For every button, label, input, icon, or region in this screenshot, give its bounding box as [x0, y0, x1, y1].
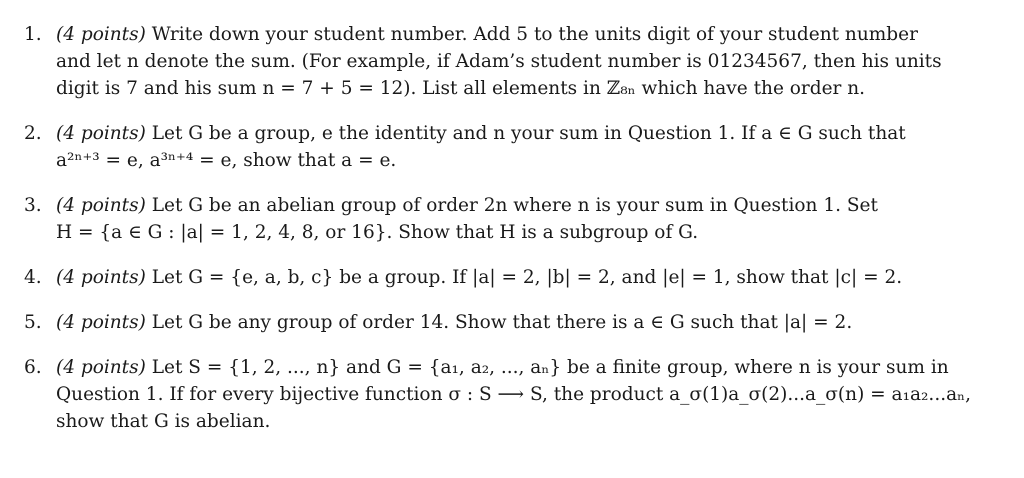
problem-line: show that G is abelian. — [56, 411, 271, 432]
problem-number: 2. — [24, 123, 42, 144]
points-label: (4 points) — [56, 357, 146, 378]
problem-text: Let G be any group of order 14. Show that there is a ∈ G such that |a| = 2. — [151, 312, 853, 333]
points-label: (4 points) — [56, 195, 146, 216]
problem-line — [56, 309, 984, 336]
problem-text: Let G be a group, e the identity and n your sum in Question 1. If a ∈ G such that — [151, 123, 906, 144]
problem-line — [56, 120, 984, 147]
problem-text: Let G be an abelian group of order 2n where n is your sum in Question 1. Set — [151, 195, 878, 216]
problem-line: Question 1. If for every bijective function σ : S ⟶ S, the product a_σ(1)a_σ(2)...a_σ(n) = a₁a₂...aₙ, — [56, 384, 971, 405]
problem-line — [56, 21, 984, 48]
points-label: (4 points) — [56, 24, 146, 45]
problem-3 — [24, 192, 984, 246]
problem-5 — [24, 309, 984, 336]
problem-body — [56, 264, 984, 291]
problem-list — [24, 21, 984, 435]
problem-line: a²ⁿ⁺³ = e, a³ⁿ⁺⁴ = e, show that a = e. — [56, 150, 397, 171]
problem-line — [56, 354, 984, 381]
problem-line — [56, 192, 984, 219]
points-label: (4 points) — [56, 123, 146, 144]
problem-body — [56, 309, 984, 336]
problem-number: 1. — [24, 24, 42, 45]
problem-body — [56, 192, 984, 246]
problem-number: 3. — [24, 195, 42, 216]
problem-line: H = {a ∈ G : |a| = 1, 2, 4, 8, or 16}. Show that H is a subgroup of G. — [56, 222, 699, 243]
problem-text: Let G = {e, a, b, c} be a group. If |a| = 2, |b| = 2, and |e| = 1, show that |c| = 2. — [151, 267, 903, 288]
problem-number: 5. — [24, 312, 42, 333]
problem-line: and let n denote the sum. (For example, if Adam’s student number is 01234567, then his units — [56, 51, 942, 72]
problem-6 — [24, 354, 984, 435]
points-label: (4 points) — [56, 312, 146, 333]
problem-line: digit is 7 and his sum n = 7 + 5 = 12). List all elements in ℤ₈ₙ which have the order n. — [56, 78, 866, 99]
problem-2 — [24, 120, 984, 174]
problem-line — [56, 264, 984, 291]
points-label: (4 points) — [56, 267, 146, 288]
problem-4 — [24, 264, 984, 291]
problem-text: Let S = {1, 2, ..., n} and G = {a₁, a₂, ..., aₙ} be a finite group, where n is your sum in — [151, 357, 949, 378]
problem-text: Write down your student number. Add 5 to the units digit of your student number — [151, 24, 918, 45]
problem-body — [56, 354, 984, 435]
problem-body — [56, 120, 984, 174]
problem-body — [56, 21, 984, 102]
problem-number: 4. — [24, 267, 42, 288]
problem-1 — [24, 21, 984, 102]
problem-number: 6. — [24, 357, 42, 378]
